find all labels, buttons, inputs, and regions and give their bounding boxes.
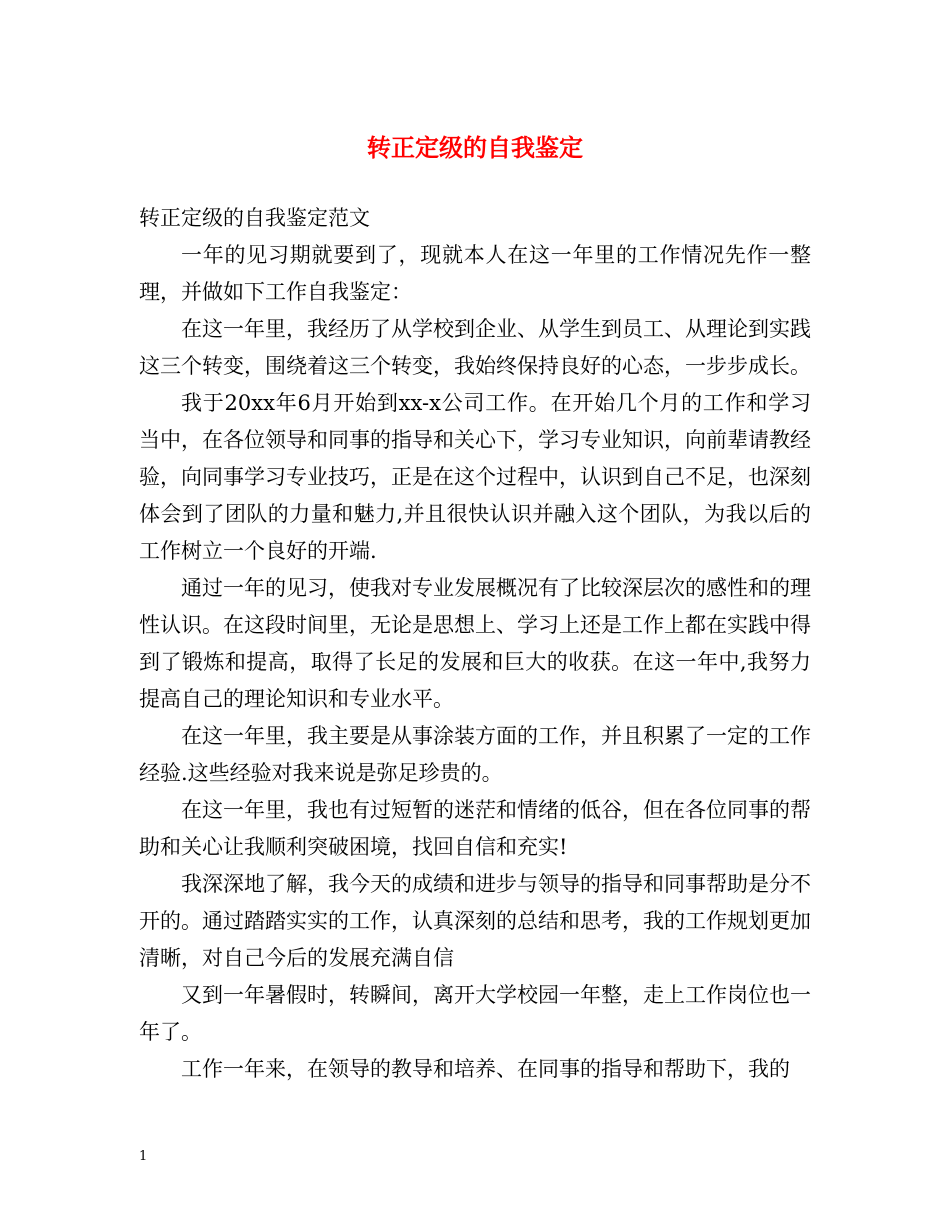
paragraph: 我于20xx年6月开始到xx-x公司工作。在开始几个月的工作和学习当中，在各位领导和同事的指导和关心下，学习专业知识，向前辈请教经验，向同事学习专业技巧，正是在这个过程中，认识到自己不足，也深刻体会到了团队的力量和魅力,并且很快认识并融入这个团队，为我以后的工作树立一个良好的开端. xyxy=(139,391,811,563)
document-title: 转正定级的自我鉴定 xyxy=(367,133,583,162)
paragraph: 在这一年里，我主要是从事涂装方面的工作，并且积累了一定的工作经验.这些经验对我来说是弥足珍贵的。 xyxy=(139,724,811,785)
paragraph: 通过一年的见习，使我对专业发展概况有了比较深层次的感性和的理性认识。在这段时间里，无论是思想上、学习上还是工作上都在实践中得到了锻炼和提高，取得了长足的发展和巨大的收获。在这一年中,我努力提高自己的理论知识和专业水平。 xyxy=(139,576,811,711)
paragraph: 我深深地了解，我今天的成绩和进步与领导的指导和同事帮助是分不开的。通过踏踏实实的工作，认真深刻的总结和思考，我的工作规划更加清晰，对自己今后的发展充满自信 xyxy=(139,872,811,970)
paragraph: 一年的见习期就要到了，现就本人在这一年里的工作情况先作一整理，并做如下工作自我鉴定： xyxy=(139,243,811,304)
document-subtitle: 转正定级的自我鉴定范文 xyxy=(139,206,370,230)
document-body xyxy=(139,200,811,1088)
paragraph: 工作一年来，在领导的教导和培养、在同事的指导和帮助下，我的 xyxy=(181,1057,790,1081)
page-number: 1 xyxy=(139,1149,148,1164)
paragraph: 又到一年暑假时，转瞬间，离开大学校园一年整，走上工作岗位也一年了。 xyxy=(139,983,811,1044)
paragraph: 在这一年里，我经历了从学校到企业、从学生到员工、从理论到实践这三个转变，围绕着这三个转变，我始终保持良好的心态，一步步成长。 xyxy=(139,317,811,378)
paragraph: 在这一年里，我也有过短暂的迷茫和情绪的低谷，但在各位同事的帮助和关心让我顺利突破困境，找回自信和充实! xyxy=(139,798,811,859)
